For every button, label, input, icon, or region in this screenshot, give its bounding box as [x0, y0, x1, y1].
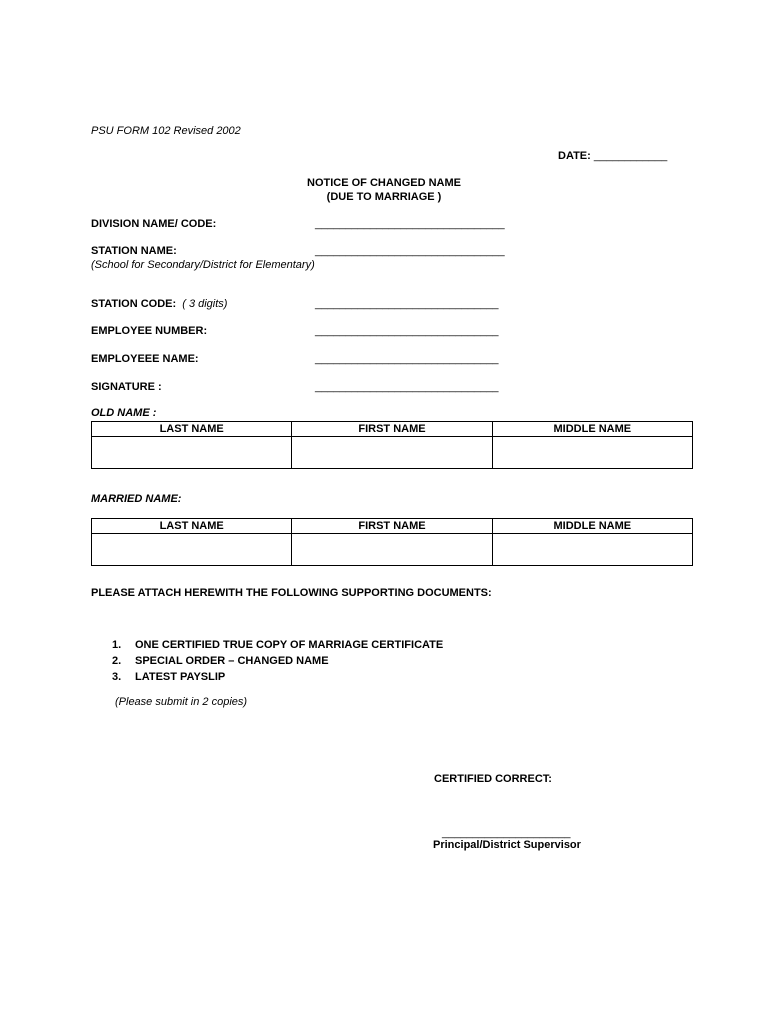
list-item-text: SPECIAL ORDER – CHANGED NAME	[135, 655, 329, 667]
old-name-entry-row	[92, 437, 693, 469]
station-name-label: STATION NAME:	[91, 245, 177, 257]
documents-heading: PLEASE ATTACH HEREWITH THE FOLLOWING SUPPORTING DOCUMENTS:	[91, 587, 492, 599]
documents-list	[112, 638, 443, 686]
date-label: DATE:	[558, 150, 591, 162]
married-name-header-row	[92, 519, 693, 534]
list-item	[112, 670, 443, 686]
married-name-entry-row	[92, 534, 693, 566]
form-title: NOTICE OF CHANGED NAME	[307, 177, 461, 189]
list-item-number: 3.	[112, 671, 122, 683]
married-middle-name-cell[interactable]	[492, 534, 692, 566]
form-subtitle: (DUE TO MARRIAGE )	[326, 191, 442, 203]
certified-correct-label: CERTIFIED CORRECT:	[434, 773, 552, 785]
employee-name-label: EMPLOYEEE NAME:	[91, 353, 199, 365]
list-item-number: 2.	[112, 655, 122, 667]
signature-field[interactable]: ______________________________	[315, 381, 499, 393]
married-name-table	[91, 518, 693, 566]
old-first-name-cell[interactable]	[292, 437, 492, 469]
division-label: DIVISION NAME/ CODE:	[91, 218, 217, 230]
married-name-col-middle: MIDDLE NAME	[492, 519, 692, 534]
supervisor-title: Principal/District Supervisor	[433, 839, 581, 851]
old-middle-name-cell[interactable]	[492, 437, 692, 469]
list-item-text: LATEST PAYSLIP	[135, 671, 226, 683]
form-id: PSU FORM 102 Revised 2002	[91, 125, 241, 137]
old-name-header-row	[92, 422, 693, 437]
married-first-name-cell[interactable]	[292, 534, 492, 566]
station-code-label	[91, 298, 227, 310]
old-name-col-middle: MIDDLE NAME	[492, 422, 692, 437]
old-name-label: OLD NAME :	[91, 407, 157, 419]
list-item	[112, 638, 443, 654]
list-item-text: ONE CERTIFIED TRUE COPY OF MARRIAGE CERTIFICATE	[135, 639, 444, 651]
married-last-name-cell[interactable]	[92, 534, 292, 566]
old-name-col-last: LAST NAME	[92, 422, 292, 437]
list-item-number: 1.	[112, 639, 122, 651]
married-name-col-first: FIRST NAME	[292, 519, 492, 534]
old-last-name-cell[interactable]	[92, 437, 292, 469]
signature-label: SIGNATURE :	[91, 381, 162, 393]
date-line: ____________	[593, 150, 668, 162]
employee-name-field[interactable]: ______________________________	[315, 353, 499, 365]
station-code-label-text: STATION CODE:	[91, 298, 177, 310]
documents-note: (Please submit in 2 copies)	[115, 696, 248, 708]
employee-number-field[interactable]: ______________________________	[315, 325, 499, 337]
married-name-col-last: LAST NAME	[92, 519, 292, 534]
supervisor-signature-line[interactable]: _____________________	[442, 827, 571, 839]
old-name-col-first: FIRST NAME	[292, 422, 492, 437]
employee-number-label: EMPLOYEE NUMBER:	[91, 325, 208, 337]
station-code-field[interactable]: ______________________________	[315, 298, 499, 310]
old-name-table	[91, 421, 693, 469]
list-item	[112, 654, 443, 670]
station-code-hint: ( 3 digits)	[182, 298, 228, 310]
date-field[interactable]	[558, 150, 667, 162]
division-field[interactable]: _______________________________	[315, 218, 505, 230]
station-name-note: (School for Secondary/District for Elementary)	[91, 259, 315, 271]
station-name-field[interactable]: _______________________________	[315, 245, 505, 257]
married-name-label: MARRIED NAME:	[91, 493, 182, 505]
